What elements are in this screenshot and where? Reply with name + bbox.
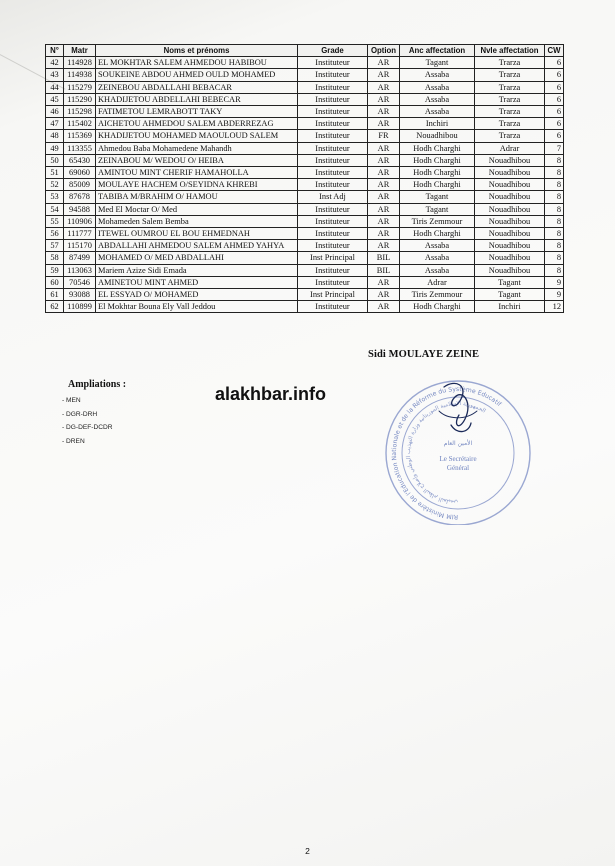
grade-cell: Inst Principal	[298, 289, 368, 301]
row-number-cell: 57	[46, 240, 64, 252]
table-row	[46, 57, 564, 69]
old-assignment-cell: Nouadhibou	[400, 130, 475, 142]
full-name-cell: KHADIJETOU MOHAMED MAOULOUD SALEM	[96, 130, 298, 142]
table-row	[46, 69, 564, 81]
old-assignment-cell: Inchiri	[400, 118, 475, 130]
grade-cell: Instituteur	[298, 142, 368, 154]
table-row	[46, 276, 564, 288]
grade-cell: Instituteur	[298, 81, 368, 93]
row-number-cell: 59	[46, 264, 64, 276]
cw-cell: 6	[545, 57, 564, 69]
full-name-cell: Mariem Azize Sidi Emada	[96, 264, 298, 276]
row-number-cell: 62	[46, 301, 64, 313]
new-assignment-cell: Nouadhibou	[475, 215, 545, 227]
option-cell: AR	[368, 289, 400, 301]
old-assignment-cell: Hodh Charghi	[400, 142, 475, 154]
table-body	[46, 57, 564, 313]
ampliation-item: - DGR-DRH	[62, 408, 113, 422]
row-number-cell: 51	[46, 167, 64, 179]
row-number-cell: 45	[46, 93, 64, 105]
option-cell: AR	[368, 276, 400, 288]
full-name-cell: Med El Moctar O/ Med	[96, 203, 298, 215]
full-name-cell: EL MOKHTAR SALEM AHMEDOU HABIBOU	[96, 57, 298, 69]
cw-cell: 8	[545, 240, 564, 252]
old-assignment-cell: Hodh Charghi	[400, 301, 475, 313]
cw-cell: 6	[545, 130, 564, 142]
cw-cell: 8	[545, 252, 564, 264]
matricule-cell: 115402	[64, 118, 96, 130]
full-name-cell: MOULAYE HACHEM O/SEYIDNA KHREBI	[96, 179, 298, 191]
header-col-cw: CW	[545, 45, 564, 57]
matricule-cell: 94588	[64, 203, 96, 215]
old-assignment-cell: Hodh Charghi	[400, 167, 475, 179]
grade-cell: Instituteur	[298, 215, 368, 227]
new-assignment-cell: Nouadhibou	[475, 228, 545, 240]
old-assignment-cell: Hodh Charghi	[400, 228, 475, 240]
option-cell: AR	[368, 142, 400, 154]
full-name-cell: ITEWEL OUMROU EL BOU EHMEDNAH	[96, 228, 298, 240]
header-col-number: N°	[46, 45, 64, 57]
header-col-new-assignment: Nvle affectation	[475, 45, 545, 57]
row-number-cell: 42	[46, 57, 64, 69]
full-name-cell: AMINETOU MINT AHMED	[96, 276, 298, 288]
old-assignment-cell: Hodh Charghi	[400, 154, 475, 166]
new-assignment-cell: Trarza	[475, 130, 545, 142]
full-name-cell: MOHAMED O/ MED ABDALLAHI	[96, 252, 298, 264]
grade-cell: Instituteur	[298, 276, 368, 288]
cw-cell: 8	[545, 264, 564, 276]
row-number-cell: 56	[46, 228, 64, 240]
row-number-cell: 44	[46, 81, 64, 93]
cw-cell: 6	[545, 81, 564, 93]
grade-cell: Instituteur	[298, 130, 368, 142]
grade-cell: Instituteur	[298, 179, 368, 191]
full-name-cell: ABDALLAHI AHMEDOU SALEM AHMED YAHYA	[96, 240, 298, 252]
transfer-table	[45, 44, 564, 313]
table-row	[46, 301, 564, 313]
old-assignment-cell: Assaba	[400, 252, 475, 264]
full-name-cell: Mohameden Salem Bemba	[96, 215, 298, 227]
table-row	[46, 191, 564, 203]
matricule-cell: 114938	[64, 69, 96, 81]
option-cell: AR	[368, 301, 400, 313]
header-col-option: Option	[368, 45, 400, 57]
new-assignment-cell: Nouadhibou	[475, 167, 545, 179]
full-name-cell: AICHETOU AHMEDOU SALEM ABDERREZAG	[96, 118, 298, 130]
old-assignment-cell: Adrar	[400, 276, 475, 288]
matricule-cell: 87499	[64, 252, 96, 264]
option-cell: AR	[368, 81, 400, 93]
ampliations-list	[62, 394, 113, 448]
matricule-cell: 113063	[64, 264, 96, 276]
option-cell: BIL	[368, 264, 400, 276]
new-assignment-cell: Trarza	[475, 69, 545, 81]
header-col-grade: Grade	[298, 45, 368, 57]
matricule-cell: 110899	[64, 301, 96, 313]
cw-cell: 9	[545, 276, 564, 288]
table-row	[46, 118, 564, 130]
ampliation-item: - DG-DEF-DCDR	[62, 421, 113, 435]
option-cell: AR	[368, 93, 400, 105]
grade-cell: Instituteur	[298, 69, 368, 81]
grade-cell: Instituteur	[298, 106, 368, 118]
option-cell: AR	[368, 228, 400, 240]
row-number-cell: 53	[46, 191, 64, 203]
row-number-cell: 46	[46, 106, 64, 118]
matricule-cell: 70546	[64, 276, 96, 288]
old-assignment-cell: Tagant	[400, 57, 475, 69]
table-row	[46, 167, 564, 179]
row-number-cell: 47	[46, 118, 64, 130]
site-watermark: alakhbar.info	[215, 384, 327, 404]
grade-cell: Inst Adj	[298, 191, 368, 203]
new-assignment-cell: Trarza	[475, 106, 545, 118]
matricule-cell: 115369	[64, 130, 96, 142]
matricule-cell: 115290	[64, 93, 96, 105]
grade-cell: Instituteur	[298, 57, 368, 69]
table-row	[46, 81, 564, 93]
table-header-row	[46, 45, 564, 57]
cw-cell: 6	[545, 118, 564, 130]
cw-cell: 8	[545, 228, 564, 240]
full-name-cell: Ahmedou Baba Mohamedene Mahandh	[96, 142, 298, 154]
new-assignment-cell: Tagant	[475, 276, 545, 288]
option-cell: AR	[368, 106, 400, 118]
row-number-cell: 58	[46, 252, 64, 264]
cw-cell: 8	[545, 191, 564, 203]
row-number-cell: 52	[46, 179, 64, 191]
matricule-cell: 87678	[64, 191, 96, 203]
old-assignment-cell: Tiris Zemmour	[400, 215, 475, 227]
row-number-cell: 54	[46, 203, 64, 215]
table-row	[46, 215, 564, 227]
table-row	[46, 142, 564, 154]
old-assignment-cell: Assaba	[400, 69, 475, 81]
new-assignment-cell: Adrar	[475, 142, 545, 154]
row-number-cell: 49	[46, 142, 64, 154]
table-row	[46, 228, 564, 240]
table-row	[46, 130, 564, 142]
option-cell: AR	[368, 167, 400, 179]
stamp-center-arabic: الأمين العام	[443, 440, 473, 447]
old-assignment-cell: Assaba	[400, 264, 475, 276]
row-number-cell: 43	[46, 69, 64, 81]
table-row	[46, 289, 564, 301]
option-cell: AR	[368, 203, 400, 215]
full-name-cell: KHADIJETOU ABDELLAHI BEBECAR	[96, 93, 298, 105]
new-assignment-cell: Nouadhibou	[475, 179, 545, 191]
grade-cell: Instituteur	[298, 301, 368, 313]
table-row	[46, 240, 564, 252]
full-name-cell: TABIBA M/BRAHIM O/ HAMOU	[96, 191, 298, 203]
matricule-cell: 115298	[64, 106, 96, 118]
cw-cell: 8	[545, 167, 564, 179]
matricule-cell: 115170	[64, 240, 96, 252]
stamp-ring-text: RIM Ministère de l'Education Nationale et de la Réforme du Système Educatif	[390, 385, 503, 521]
new-assignment-cell: Inchiri	[475, 301, 545, 313]
new-assignment-cell: Nouadhibou	[475, 240, 545, 252]
cw-cell: 9	[545, 289, 564, 301]
new-assignment-cell: Nouadhibou	[475, 264, 545, 276]
full-name-cell: EL ESSYAD O/ MOHAMED	[96, 289, 298, 301]
signer-name: Sidi MOULAYE ZEINE	[368, 349, 480, 360]
full-name-cell: ZEINABOU M/ WEDOU O/ HEIBA	[96, 154, 298, 166]
grade-cell: Instituteur	[298, 93, 368, 105]
grade-cell: Instituteur	[298, 228, 368, 240]
option-cell: FR	[368, 130, 400, 142]
new-assignment-cell: Nouadhibou	[475, 154, 545, 166]
ampliation-item: - MEN	[62, 394, 113, 408]
matricule-cell: 111777	[64, 228, 96, 240]
matricule-cell: 114928	[64, 57, 96, 69]
table-row	[46, 264, 564, 276]
grade-cell: Instituteur	[298, 118, 368, 130]
new-assignment-cell: Tagant	[475, 289, 545, 301]
cw-cell: 7	[545, 142, 564, 154]
old-assignment-cell: Assaba	[400, 240, 475, 252]
old-assignment-cell: Hodh Charghi	[400, 179, 475, 191]
old-assignment-cell: Tagant	[400, 203, 475, 215]
grade-cell: Instituteur	[298, 154, 368, 166]
grade-cell: Inst Principal	[298, 252, 368, 264]
option-cell: BIL	[368, 252, 400, 264]
old-assignment-cell: Assaba	[400, 81, 475, 93]
grade-cell: Instituteur	[298, 203, 368, 215]
option-cell: AR	[368, 154, 400, 166]
matricule-cell: 110906	[64, 215, 96, 227]
option-cell: AR	[368, 215, 400, 227]
matricule-cell: 85009	[64, 179, 96, 191]
cw-cell: 6	[545, 69, 564, 81]
option-cell: AR	[368, 240, 400, 252]
matricule-cell: 69060	[64, 167, 96, 179]
full-name-cell: SOUKEINE ABDOU AHMED OULD MOHAMED	[96, 69, 298, 81]
cw-cell: 12	[545, 301, 564, 313]
cw-cell: 8	[545, 154, 564, 166]
grade-cell: Instituteur	[298, 167, 368, 179]
grade-cell: Instituteur	[298, 264, 368, 276]
full-name-cell: El Mokhtar Bouna Ely Vall Jeddou	[96, 301, 298, 313]
table-row	[46, 154, 564, 166]
option-cell: AR	[368, 179, 400, 191]
row-number-cell: 55	[46, 215, 64, 227]
old-assignment-cell: Assaba	[400, 93, 475, 105]
new-assignment-cell: Trarza	[475, 57, 545, 69]
cw-cell: 6	[545, 106, 564, 118]
header-col-name: Noms et prénoms	[96, 45, 298, 57]
matricule-cell: 93088	[64, 289, 96, 301]
table-row	[46, 179, 564, 191]
option-cell: AR	[368, 69, 400, 81]
ampliations-title: Ampliations :	[68, 379, 127, 390]
new-assignment-cell: Nouadhibou	[475, 191, 545, 203]
grade-cell: Instituteur	[298, 240, 368, 252]
row-number-cell: 48	[46, 130, 64, 142]
full-name-cell: FATIMETOU LEMRABOTT TAKY	[96, 106, 298, 118]
header-col-old-assignment: Anc affectation	[400, 45, 475, 57]
old-assignment-cell: Assaba	[400, 106, 475, 118]
new-assignment-cell: Nouadhibou	[475, 203, 545, 215]
new-assignment-cell: Trarza	[475, 93, 545, 105]
official-stamp	[369, 375, 547, 525]
new-assignment-cell: Nouadhibou	[475, 252, 545, 264]
option-cell: AR	[368, 57, 400, 69]
new-assignment-cell: Trarza	[475, 118, 545, 130]
new-assignment-cell: Trarza	[475, 81, 545, 93]
page-number: 2	[305, 846, 310, 856]
cw-cell: 8	[545, 179, 564, 191]
row-number-cell: 60	[46, 276, 64, 288]
row-number-cell: 50	[46, 154, 64, 166]
matricule-cell: 113355	[64, 142, 96, 154]
row-number-cell: 61	[46, 289, 64, 301]
ampliation-item: - DREN	[62, 435, 113, 449]
matricule-cell: 115279	[64, 81, 96, 93]
cw-cell: 8	[545, 203, 564, 215]
cw-cell: 6	[545, 93, 564, 105]
svg-text:Le Secrétaire: Le Secrétaire	[439, 455, 477, 463]
svg-text:Général: Général	[446, 464, 470, 472]
stamp-ring-text-arabic: الجمهورية الإسلامية الموريتانية وزارة التهذيب الوطني وإصلاح النظام التعليمي	[405, 400, 487, 506]
table-row	[46, 93, 564, 105]
option-cell: AR	[368, 118, 400, 130]
full-name-cell: AMINTOU MINT CHERIF HAMAHOLLA	[96, 167, 298, 179]
table-row	[46, 252, 564, 264]
stamp-center-title	[439, 455, 476, 472]
option-cell: AR	[368, 191, 400, 203]
cw-cell: 8	[545, 215, 564, 227]
old-assignment-cell: Tiris Zemmour	[400, 289, 475, 301]
matricule-cell: 65430	[64, 154, 96, 166]
old-assignment-cell: Tagant	[400, 191, 475, 203]
table-row	[46, 106, 564, 118]
header-col-matricule: Matr	[64, 45, 96, 57]
full-name-cell: ZEINEBOU ABDALLAHI BEBACAR	[96, 81, 298, 93]
table-row	[46, 203, 564, 215]
